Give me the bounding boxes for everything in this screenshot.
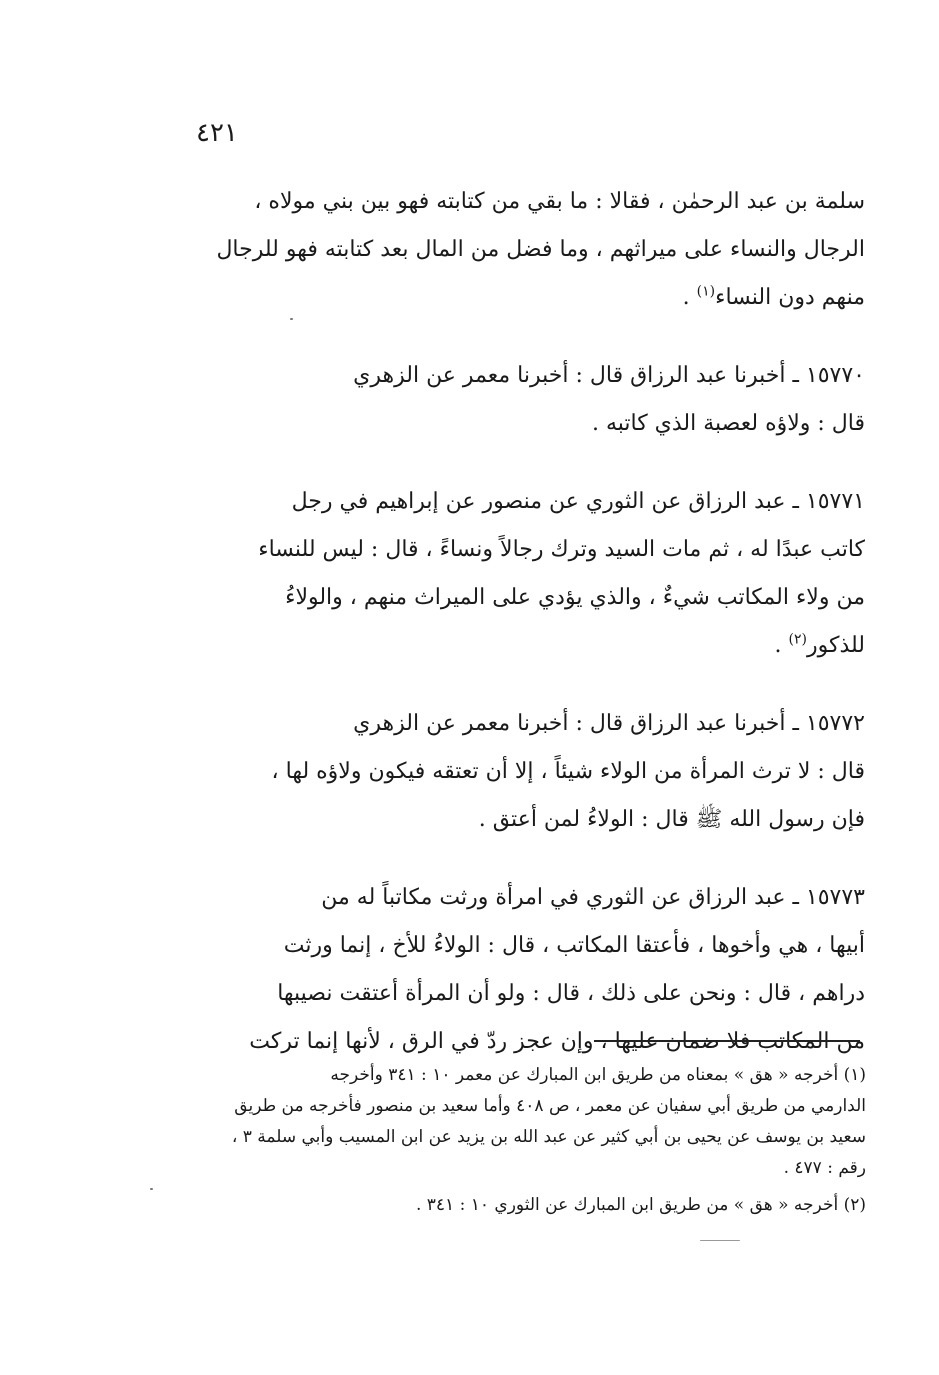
text-line-content: منهم دون النساء	[715, 285, 865, 310]
text-line-tail: .	[774, 633, 789, 658]
text-line: قال : لا ترث المرأة من الولاء شيئاً ، إلا أن تعتقه فيكون ولاؤه لها ،	[271, 759, 865, 784]
text-line-tail: .	[682, 285, 697, 310]
text-line: ١٥٧٧٣ ـ عبد الرزاق عن الثوري في امرأة ورثت مكاتباً له من	[321, 885, 865, 910]
page-number: ٤٢١	[196, 118, 238, 148]
text-line: أبيها ، هي وأخوها ، فأعتقا المكاتب ، قال : الولاءُ للأخ ، إنما ورثت	[283, 933, 865, 958]
text-line: سلمة بن عبد الرحمٰن ، فقالا : ما بقي من كتابته فهو بين بني مولاه ،	[254, 189, 865, 214]
text-line: ١٥٧٧٢ ـ أخبرنا عبد الرزاق قال : أخبرنا معمر عن الزهري	[353, 711, 865, 736]
text-line: من المكاتب فلا ضمان عليها ، وإن عجز ردّ في الرق ، لأنها إنما تركت	[249, 1029, 865, 1054]
text-line: قال : ولاؤه لعصبة الذي كاتبه .	[591, 411, 865, 436]
text-line	[195, 274, 865, 322]
scan-speck	[290, 318, 293, 320]
text-line: ١٥٧٧١ ـ عبد الرزاق عن الثوري عن منصور عن إبراهيم في رجل	[291, 489, 865, 514]
main-text	[195, 178, 865, 1066]
footnote-line: سعيد بن يوسف عن يحيى بن أبي كثير عن عبد الله بن يزيد عن ابن المسيب وأبي سلمة ٣ ،	[231, 1127, 866, 1147]
footnote-line: (١) أخرجه « هق » بمعناه من طريق ابن المبارك عن معمر ١٠ : ٣٤١ وأخرجه	[330, 1065, 866, 1085]
paragraph-hadith-15773	[195, 874, 865, 1066]
text-line: فإن رسول الله ﷺ قال : الولاءُ لمن أعتق .	[478, 807, 865, 832]
text-line	[195, 622, 865, 670]
paragraph-hadith-15772	[195, 700, 865, 844]
footnote-ref: (٢)	[788, 631, 807, 648]
scan-speck	[700, 1240, 740, 1241]
footnote-ref: (١)	[696, 283, 716, 300]
footnotes	[190, 1060, 866, 1227]
footnote-divider	[594, 1040, 860, 1042]
paragraph-hadith-15771	[195, 478, 865, 670]
paragraph-continuation	[195, 178, 865, 322]
footnote-1	[190, 1060, 866, 1184]
text-line: ١٥٧٧٠ ـ أخبرنا عبد الرزاق قال : أخبرنا معمر عن الزهري	[353, 363, 865, 388]
text-line: الرجال والنساء على ميراثهم ، وما فضل من المال بعد كتابته فهو للرجال	[216, 237, 865, 262]
paragraph-hadith-15770	[195, 352, 865, 448]
footnote-line: (٢) أخرجه « هق » من طريق ابن المبارك عن الثوري ١٠ : ٣٤١ .	[415, 1195, 866, 1215]
text-line: كاتب عبدًا له ، ثم مات السيد وترك رجالاً ونساءً ، قال : ليس للنساء	[258, 537, 865, 562]
footnote-2	[190, 1190, 866, 1221]
text-line: من ولاء المكاتب شيءٌ ، والذي يؤدي على الميراث منهم ، والولاءُ	[285, 585, 865, 610]
footnote-line: الدارمي من طريق أبي سفيان عن معمر ، ص ٤٠٨ وأما سعيد بن منصور فأخرجه من طريق	[234, 1096, 866, 1116]
text-line-content: للذكور	[807, 633, 865, 658]
text-line: دراهم ، قال : ونحن على ذلك ، قال : ولو أن المرأة أعتقت نصيبها	[277, 981, 865, 1006]
footnote-line: رقم : ٤٧٧ .	[783, 1158, 866, 1178]
scan-speck	[150, 1188, 153, 1190]
